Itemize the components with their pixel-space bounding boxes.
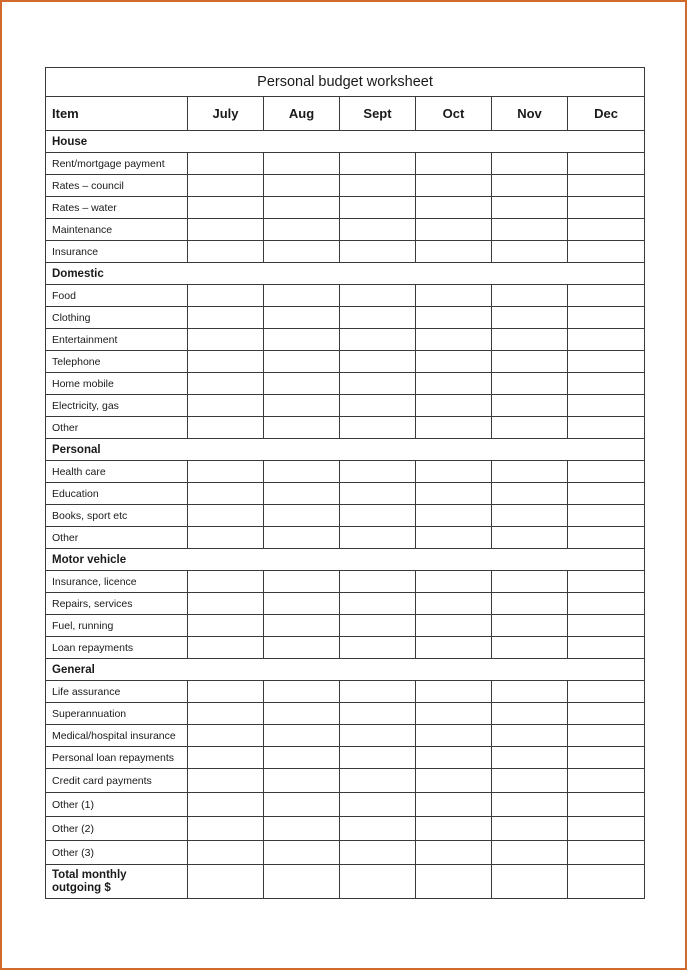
amount-cell-sept[interactable]	[340, 817, 416, 841]
amount-cell-sept[interactable]	[340, 417, 416, 439]
budget-item-label: Credit card payments	[46, 769, 188, 793]
budget-row	[46, 769, 645, 793]
amount-cell-nov[interactable]	[492, 197, 568, 219]
section-heading: Motor vehicle	[46, 549, 645, 571]
amount-cell-nov[interactable]	[492, 817, 568, 841]
total-cell-sept[interactable]	[340, 865, 416, 899]
column-header-aug: Aug	[264, 97, 340, 131]
budget-item-label: Insurance	[46, 241, 188, 263]
amount-cell-dec[interactable]	[568, 373, 645, 395]
amount-cell-nov[interactable]	[492, 505, 568, 527]
budget-item-label: Health care	[46, 461, 188, 483]
amount-cell-nov[interactable]	[492, 703, 568, 725]
amount-cell-sept[interactable]	[340, 637, 416, 659]
amount-cell-aug[interactable]	[264, 527, 340, 549]
amount-cell-sept[interactable]	[340, 351, 416, 373]
amount-cell-nov[interactable]	[492, 417, 568, 439]
amount-cell-sept[interactable]	[340, 571, 416, 593]
amount-cell-aug[interactable]	[264, 395, 340, 417]
amount-cell-oct[interactable]	[416, 505, 492, 527]
amount-cell-july[interactable]	[188, 285, 264, 307]
budget-row	[46, 395, 645, 417]
amount-cell-nov[interactable]	[492, 175, 568, 197]
amount-cell-nov[interactable]	[492, 637, 568, 659]
column-header-july: July	[188, 97, 264, 131]
amount-cell-aug[interactable]	[264, 197, 340, 219]
amount-cell-july[interactable]	[188, 841, 264, 865]
amount-cell-oct[interactable]	[416, 527, 492, 549]
column-header-oct: Oct	[416, 97, 492, 131]
amount-cell-aug[interactable]	[264, 841, 340, 865]
amount-cell-july[interactable]	[188, 505, 264, 527]
amount-cell-july[interactable]	[188, 219, 264, 241]
amount-cell-dec[interactable]	[568, 461, 645, 483]
amount-cell-oct[interactable]	[416, 461, 492, 483]
budget-item-label: Fuel, running	[46, 615, 188, 637]
budget-row	[46, 841, 645, 865]
amount-cell-dec[interactable]	[568, 197, 645, 219]
section-heading: Domestic	[46, 263, 645, 285]
budget-item-label: Electricity, gas	[46, 395, 188, 417]
amount-cell-aug[interactable]	[264, 793, 340, 817]
column-header-nov: Nov	[492, 97, 568, 131]
column-header-item: Item	[46, 97, 188, 131]
section-row	[46, 659, 645, 681]
amount-cell-nov[interactable]	[492, 351, 568, 373]
amount-cell-nov[interactable]	[492, 461, 568, 483]
amount-cell-oct[interactable]	[416, 841, 492, 865]
budget-item-label: Repairs, services	[46, 593, 188, 615]
total-cell-nov[interactable]	[492, 865, 568, 899]
amount-cell-july[interactable]	[188, 817, 264, 841]
total-cell-oct[interactable]	[416, 865, 492, 899]
amount-cell-july[interactable]	[188, 395, 264, 417]
amount-cell-july[interactable]	[188, 637, 264, 659]
budget-item-label: Loan repayments	[46, 637, 188, 659]
amount-cell-oct[interactable]	[416, 615, 492, 637]
amount-cell-july[interactable]	[188, 307, 264, 329]
section-heading: General	[46, 659, 645, 681]
amount-cell-aug[interactable]	[264, 817, 340, 841]
amount-cell-oct[interactable]	[416, 703, 492, 725]
budget-item-label: Other	[46, 417, 188, 439]
budget-item-label: Books, sport etc	[46, 505, 188, 527]
amount-cell-july[interactable]	[188, 329, 264, 351]
amount-cell-oct[interactable]	[416, 637, 492, 659]
amount-cell-oct[interactable]	[416, 197, 492, 219]
total-label-line1: Total monthly	[52, 868, 127, 881]
amount-cell-nov[interactable]	[492, 373, 568, 395]
amount-cell-sept[interactable]	[340, 285, 416, 307]
amount-cell-aug[interactable]	[264, 175, 340, 197]
amount-cell-sept[interactable]	[340, 793, 416, 817]
amount-cell-dec[interactable]	[568, 505, 645, 527]
section-row	[46, 549, 645, 571]
amount-cell-oct[interactable]	[416, 395, 492, 417]
amount-cell-oct[interactable]	[416, 219, 492, 241]
amount-cell-oct[interactable]	[416, 725, 492, 747]
section-heading: Personal	[46, 439, 645, 461]
amount-cell-sept[interactable]	[340, 681, 416, 703]
section-row	[46, 131, 645, 153]
amount-cell-dec[interactable]	[568, 241, 645, 263]
amount-cell-nov[interactable]	[492, 329, 568, 351]
budget-row	[46, 373, 645, 395]
budget-row	[46, 241, 645, 263]
amount-cell-nov[interactable]	[492, 285, 568, 307]
amount-cell-dec[interactable]	[568, 681, 645, 703]
amount-cell-aug[interactable]	[264, 769, 340, 793]
amount-cell-dec[interactable]	[568, 637, 645, 659]
budget-item-label: Other (3)	[46, 841, 188, 865]
amount-cell-july[interactable]	[188, 351, 264, 373]
budget-item-label: Personal loan repayments	[46, 747, 188, 769]
amount-cell-sept[interactable]	[340, 197, 416, 219]
amount-cell-oct[interactable]	[416, 417, 492, 439]
amount-cell-dec[interactable]	[568, 417, 645, 439]
amount-cell-oct[interactable]	[416, 285, 492, 307]
amount-cell-dec[interactable]	[568, 793, 645, 817]
amount-cell-dec[interactable]	[568, 571, 645, 593]
amount-cell-nov[interactable]	[492, 747, 568, 769]
budget-row	[46, 285, 645, 307]
budget-row	[46, 681, 645, 703]
amount-cell-aug[interactable]	[264, 307, 340, 329]
amount-cell-dec[interactable]	[568, 483, 645, 505]
column-header-sept: Sept	[340, 97, 416, 131]
amount-cell-nov[interactable]	[492, 219, 568, 241]
amount-cell-july[interactable]	[188, 417, 264, 439]
budget-item-label: Rent/mortgage payment	[46, 153, 188, 175]
amount-cell-july[interactable]	[188, 197, 264, 219]
amount-cell-aug[interactable]	[264, 593, 340, 615]
amount-cell-aug[interactable]	[264, 285, 340, 307]
amount-cell-aug[interactable]	[264, 483, 340, 505]
amount-cell-nov[interactable]	[492, 153, 568, 175]
amount-cell-sept[interactable]	[340, 175, 416, 197]
total-label	[46, 865, 188, 899]
amount-cell-dec[interactable]	[568, 329, 645, 351]
amount-cell-oct[interactable]	[416, 747, 492, 769]
budget-row	[46, 793, 645, 817]
amount-cell-sept[interactable]	[340, 841, 416, 865]
amount-cell-july[interactable]	[188, 153, 264, 175]
amount-cell-oct[interactable]	[416, 769, 492, 793]
amount-cell-sept[interactable]	[340, 593, 416, 615]
amount-cell-dec[interactable]	[568, 703, 645, 725]
amount-cell-aug[interactable]	[264, 505, 340, 527]
header-row	[46, 97, 645, 131]
budget-item-label: Entertainment	[46, 329, 188, 351]
budget-item-label: Medical/hospital insurance	[46, 725, 188, 747]
budget-item-label: Insurance, licence	[46, 571, 188, 593]
amount-cell-aug[interactable]	[264, 417, 340, 439]
amount-cell-dec[interactable]	[568, 395, 645, 417]
amount-cell-aug[interactable]	[264, 725, 340, 747]
section-row	[46, 439, 645, 461]
budget-body	[46, 131, 645, 899]
amount-cell-oct[interactable]	[416, 153, 492, 175]
amount-cell-july[interactable]	[188, 571, 264, 593]
amount-cell-sept[interactable]	[340, 703, 416, 725]
budget-row	[46, 307, 645, 329]
amount-cell-sept[interactable]	[340, 153, 416, 175]
amount-cell-sept[interactable]	[340, 241, 416, 263]
amount-cell-oct[interactable]	[416, 241, 492, 263]
budget-row	[46, 703, 645, 725]
total-cell-july[interactable]	[188, 865, 264, 899]
amount-cell-oct[interactable]	[416, 329, 492, 351]
budget-row	[46, 153, 645, 175]
amount-cell-aug[interactable]	[264, 351, 340, 373]
amount-cell-july[interactable]	[188, 483, 264, 505]
amount-cell-dec[interactable]	[568, 153, 645, 175]
budget-item-label: Telephone	[46, 351, 188, 373]
budget-item-label: Other (1)	[46, 793, 188, 817]
amount-cell-dec[interactable]	[568, 817, 645, 841]
amount-cell-nov[interactable]	[492, 307, 568, 329]
amount-cell-july[interactable]	[188, 747, 264, 769]
amount-cell-july[interactable]	[188, 703, 264, 725]
amount-cell-july[interactable]	[188, 461, 264, 483]
amount-cell-oct[interactable]	[416, 373, 492, 395]
budget-item-label: Superannuation	[46, 703, 188, 725]
budget-item-label: Home mobile	[46, 373, 188, 395]
amount-cell-sept[interactable]	[340, 725, 416, 747]
budget-row	[46, 725, 645, 747]
budget-row	[46, 615, 645, 637]
budget-row	[46, 417, 645, 439]
amount-cell-aug[interactable]	[264, 241, 340, 263]
budget-row	[46, 175, 645, 197]
amount-cell-sept[interactable]	[340, 483, 416, 505]
budget-row	[46, 747, 645, 769]
budget-row	[46, 197, 645, 219]
amount-cell-dec[interactable]	[568, 725, 645, 747]
section-heading: House	[46, 131, 645, 153]
amount-cell-sept[interactable]	[340, 769, 416, 793]
amount-cell-july[interactable]	[188, 527, 264, 549]
budget-item-label: Other (2)	[46, 817, 188, 841]
amount-cell-dec[interactable]	[568, 219, 645, 241]
total-row	[46, 865, 645, 899]
amount-cell-nov[interactable]	[492, 241, 568, 263]
amount-cell-aug[interactable]	[264, 637, 340, 659]
budget-row	[46, 219, 645, 241]
amount-cell-sept[interactable]	[340, 329, 416, 351]
amount-cell-aug[interactable]	[264, 703, 340, 725]
amount-cell-dec[interactable]	[568, 351, 645, 373]
amount-cell-aug[interactable]	[264, 219, 340, 241]
amount-cell-july[interactable]	[188, 769, 264, 793]
amount-cell-oct[interactable]	[416, 681, 492, 703]
amount-cell-nov[interactable]	[492, 571, 568, 593]
budget-item-label: Rates – council	[46, 175, 188, 197]
amount-cell-nov[interactable]	[492, 769, 568, 793]
amount-cell-sept[interactable]	[340, 219, 416, 241]
budget-row	[46, 483, 645, 505]
amount-cell-dec[interactable]	[568, 769, 645, 793]
amount-cell-oct[interactable]	[416, 175, 492, 197]
amount-cell-july[interactable]	[188, 681, 264, 703]
amount-cell-aug[interactable]	[264, 747, 340, 769]
amount-cell-dec[interactable]	[568, 841, 645, 865]
amount-cell-dec[interactable]	[568, 593, 645, 615]
amount-cell-dec[interactable]	[568, 615, 645, 637]
budget-row	[46, 817, 645, 841]
budget-row	[46, 571, 645, 593]
amount-cell-july[interactable]	[188, 593, 264, 615]
amount-cell-nov[interactable]	[492, 593, 568, 615]
amount-cell-nov[interactable]	[492, 483, 568, 505]
amount-cell-july[interactable]	[188, 175, 264, 197]
budget-row	[46, 527, 645, 549]
budget-row	[46, 461, 645, 483]
amount-cell-aug[interactable]	[264, 571, 340, 593]
amount-cell-sept[interactable]	[340, 373, 416, 395]
budget-row	[46, 637, 645, 659]
amount-cell-dec[interactable]	[568, 747, 645, 769]
amount-cell-nov[interactable]	[492, 793, 568, 817]
amount-cell-oct[interactable]	[416, 351, 492, 373]
total-cell-aug[interactable]	[264, 865, 340, 899]
amount-cell-aug[interactable]	[264, 615, 340, 637]
amount-cell-aug[interactable]	[264, 329, 340, 351]
amount-cell-aug[interactable]	[264, 373, 340, 395]
amount-cell-july[interactable]	[188, 615, 264, 637]
budget-row	[46, 505, 645, 527]
budget-item-label: Life assurance	[46, 681, 188, 703]
amount-cell-oct[interactable]	[416, 307, 492, 329]
column-header-dec: Dec	[568, 97, 645, 131]
worksheet-title: Personal budget worksheet	[46, 68, 645, 97]
amount-cell-july[interactable]	[188, 793, 264, 817]
budget-row	[46, 329, 645, 351]
amount-cell-sept[interactable]	[340, 395, 416, 417]
amount-cell-july[interactable]	[188, 241, 264, 263]
amount-cell-nov[interactable]	[492, 841, 568, 865]
amount-cell-oct[interactable]	[416, 483, 492, 505]
budget-item-label: Education	[46, 483, 188, 505]
amount-cell-oct[interactable]	[416, 593, 492, 615]
amount-cell-sept[interactable]	[340, 527, 416, 549]
amount-cell-aug[interactable]	[264, 681, 340, 703]
amount-cell-sept[interactable]	[340, 307, 416, 329]
amount-cell-nov[interactable]	[492, 725, 568, 747]
amount-cell-sept[interactable]	[340, 505, 416, 527]
total-label-line2: outgoing $	[52, 881, 111, 894]
total-cell-dec[interactable]	[568, 865, 645, 899]
amount-cell-nov[interactable]	[492, 681, 568, 703]
amount-cell-nov[interactable]	[492, 615, 568, 637]
amount-cell-sept[interactable]	[340, 461, 416, 483]
budget-item-label: Clothing	[46, 307, 188, 329]
amount-cell-oct[interactable]	[416, 817, 492, 841]
amount-cell-dec[interactable]	[568, 175, 645, 197]
section-row	[46, 263, 645, 285]
amount-cell-aug[interactable]	[264, 153, 340, 175]
amount-cell-nov[interactable]	[492, 395, 568, 417]
amount-cell-dec[interactable]	[568, 285, 645, 307]
amount-cell-dec[interactable]	[568, 307, 645, 329]
amount-cell-july[interactable]	[188, 725, 264, 747]
budget-item-label: Other	[46, 527, 188, 549]
budget-item-label: Maintenance	[46, 219, 188, 241]
budget-row	[46, 593, 645, 615]
amount-cell-oct[interactable]	[416, 571, 492, 593]
amount-cell-nov[interactable]	[492, 527, 568, 549]
amount-cell-dec[interactable]	[568, 527, 645, 549]
amount-cell-oct[interactable]	[416, 793, 492, 817]
budget-item-label: Rates – water	[46, 197, 188, 219]
amount-cell-july[interactable]	[188, 373, 264, 395]
amount-cell-sept[interactable]	[340, 615, 416, 637]
budget-item-label: Food	[46, 285, 188, 307]
amount-cell-aug[interactable]	[264, 461, 340, 483]
budget-row	[46, 351, 645, 373]
budget-table	[45, 67, 645, 899]
amount-cell-sept[interactable]	[340, 747, 416, 769]
